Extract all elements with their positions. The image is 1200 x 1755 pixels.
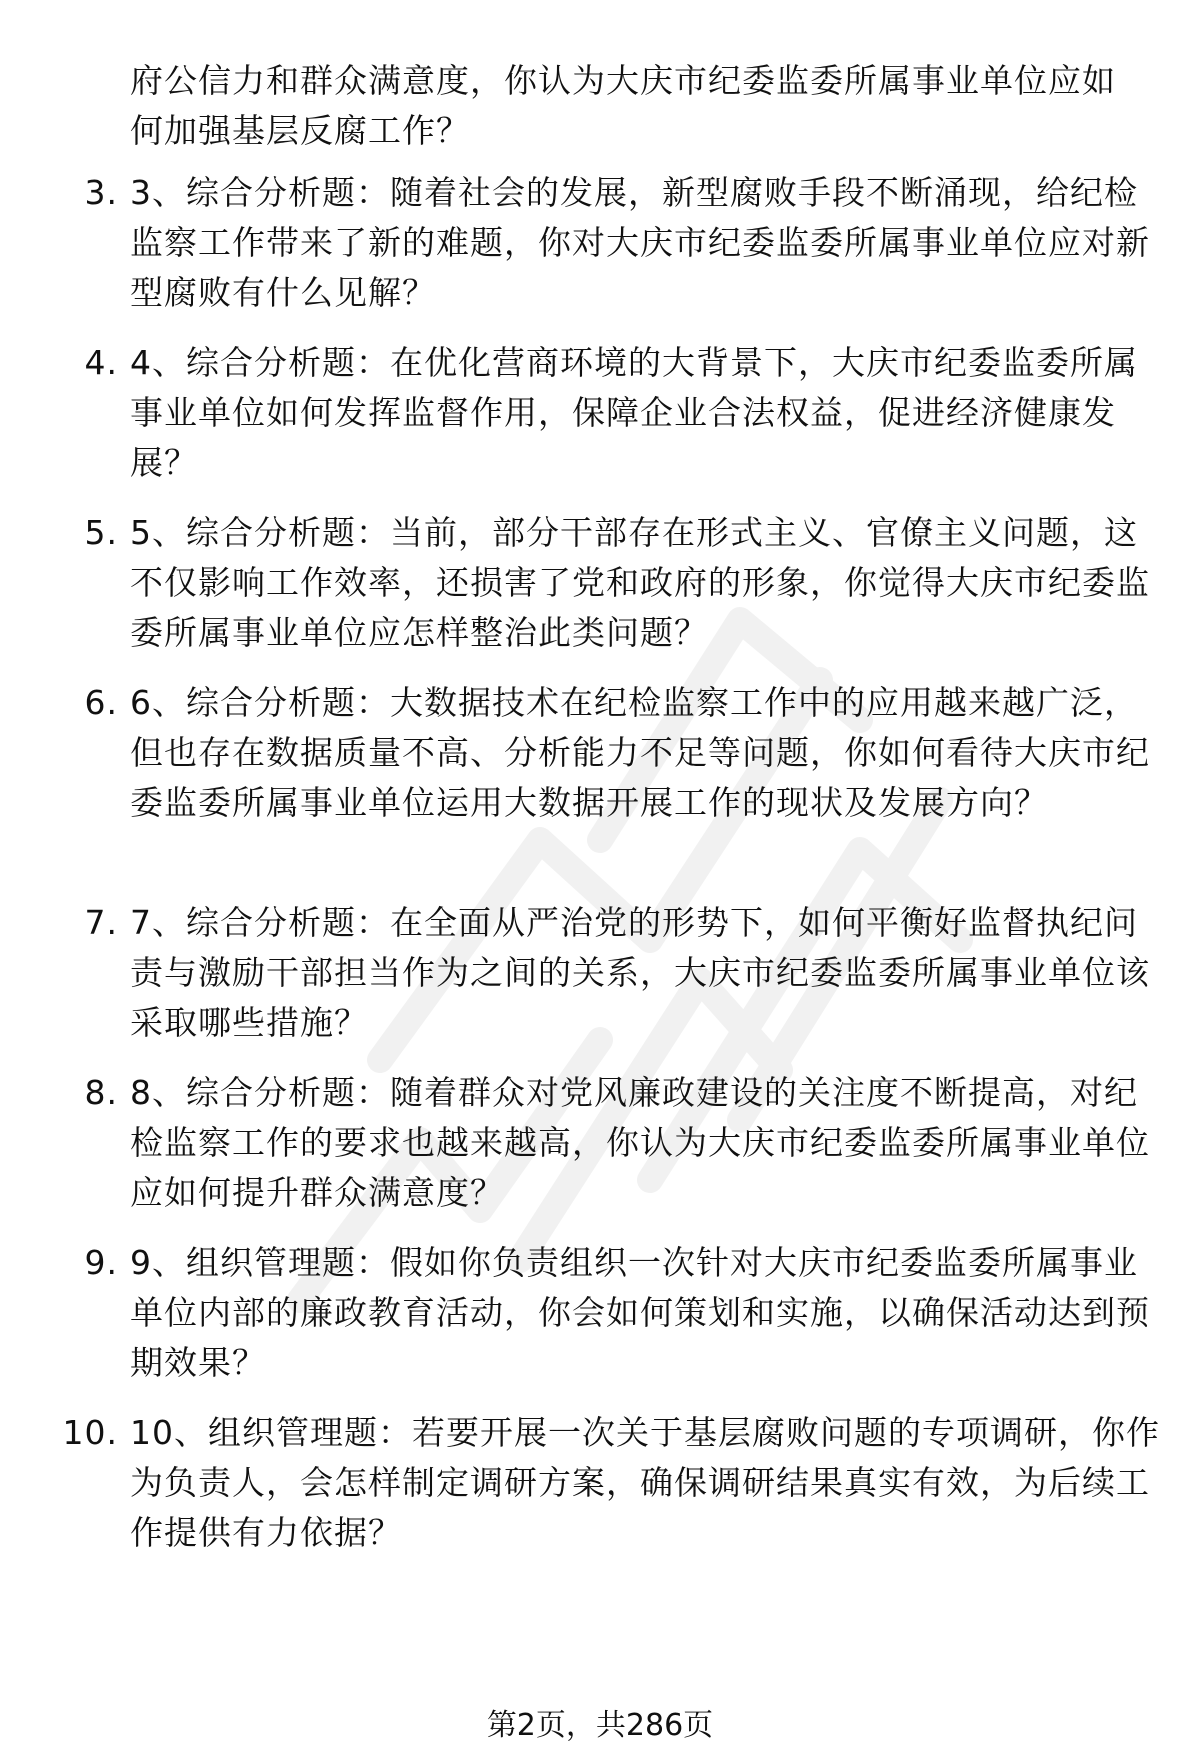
item-text: 3、综合分析题：随着社会的发展，新型腐败手段不断涌现，给纪检监察工作带来了新的难题，你对大庆市纪委监委所属事业单位应对新型腐败有什么见解？	[130, 173, 1150, 312]
page-footer: 第2页，共286页	[486, 1708, 714, 1743]
list-item	[84, 508, 1160, 658]
item-text: 5、综合分析题：当前，部分干部存在形式主义、官僚主义问题，这不仅影响工作效率，还损害了党和政府的形象，你觉得大庆市纪委监委所属事业单位应怎样整治此类问题？	[130, 513, 1150, 652]
item-number: 6.	[84, 683, 118, 722]
item-text: 9、组织管理题：假如你负责组织一次针对大庆市纪委监委所属事业单位内部的廉政教育活动，你会如何策划和实施，以确保活动达到预期效果？	[130, 1243, 1150, 1382]
list-item	[84, 338, 1160, 488]
list-item	[84, 678, 1160, 828]
item-text: 4、综合分析题：在优化营商环境的大背景下，大庆市纪委监委所属事业单位如何发挥监督作用，保障企业合法权益，促进经济健康发展？	[130, 343, 1138, 482]
item-number: 7.	[84, 903, 118, 942]
item-text: 6、综合分析题：大数据技术在纪检监察工作中的应用越来越广泛，但也存在数据质量不高、分析能力不足等问题，你如何看待大庆市纪委监委所属事业单位运用大数据开展工作的现状及发展方向？	[130, 683, 1150, 822]
item-number: 3.	[84, 173, 118, 212]
list-item	[84, 1238, 1160, 1388]
item-number: 10.	[62, 1413, 118, 1452]
item-number: 4.	[84, 343, 118, 382]
item-number: 5.	[84, 513, 118, 552]
item-text: 7、综合分析题：在全面从严治党的形势下，如何平衡好监督执纪问责与激励干部担当作为之间的关系，大庆市纪委监委所属事业单位该采取哪些措施？	[130, 903, 1150, 1042]
list-item	[84, 1068, 1160, 1218]
item-text: 10、组织管理题：若要开展一次关于基层腐败问题的专项调研，你作为负责人，会怎样制定调研方案，确保调研结果真实有效，为后续工作提供有力依据？	[130, 1413, 1160, 1552]
list-item	[84, 168, 1160, 318]
item-text: 8、综合分析题：随着群众对党风廉政建设的关注度不断提高，对纪检监察工作的要求也越来越高，你认为大庆市纪委监委所属事业单位应如何提升群众满意度？	[130, 1073, 1150, 1212]
item-number: 9.	[84, 1243, 118, 1282]
item-number: 8.	[84, 1073, 118, 1112]
intro-paragraph: 府公信力和群众满意度，你认为大庆市纪委监委所属事业单位应如何加强基层反腐工作？	[130, 61, 1116, 150]
list-item	[62, 1408, 1160, 1558]
list-item	[84, 898, 1160, 1048]
